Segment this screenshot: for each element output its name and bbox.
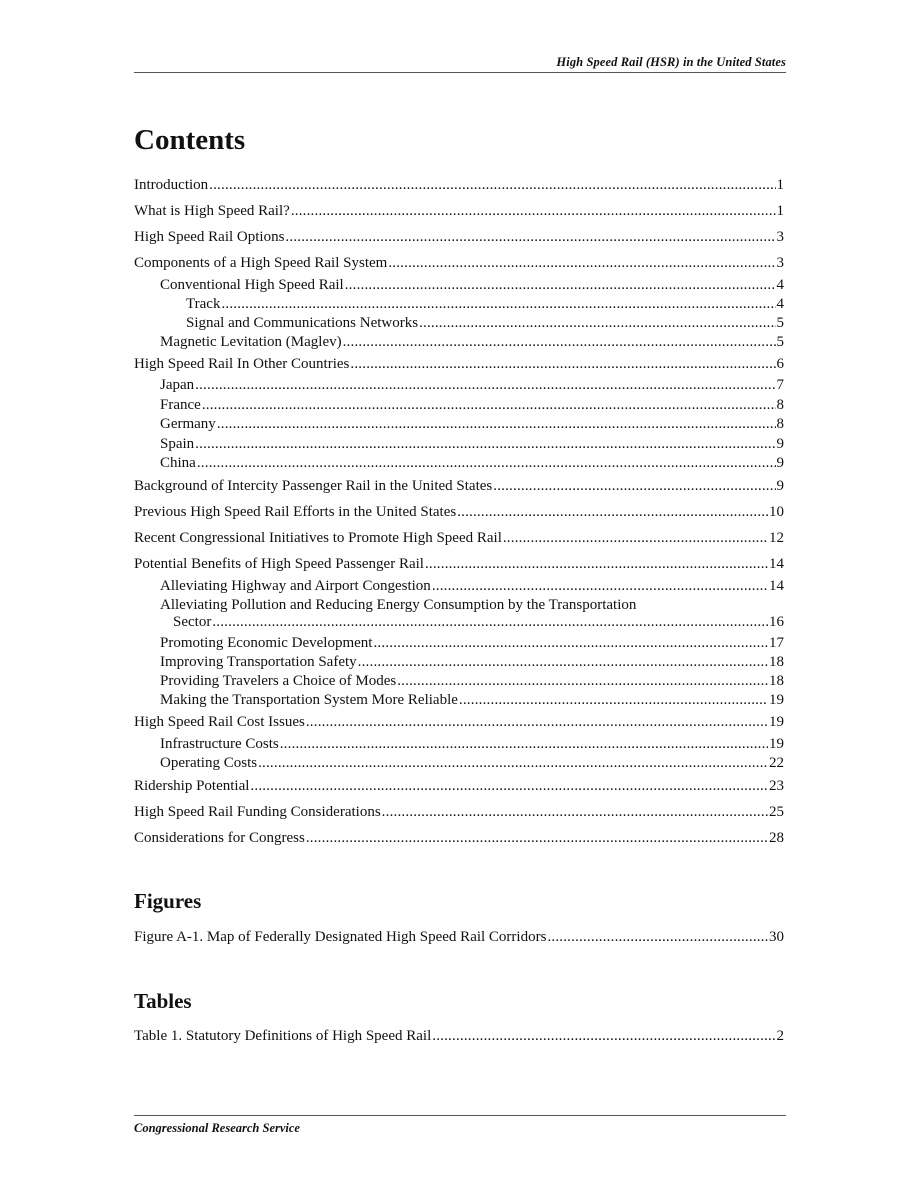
footer-rule [134, 1115, 786, 1116]
toc-entry[interactable]: Background of Intercity Passenger Rail in the United States ..... 9 [134, 478, 784, 504]
toc-entry[interactable]: Providing Travelers a Choice of Modes ..... 18 [134, 673, 784, 692]
toc-entry[interactable]: Recent Congressional Initiatives to Promote High Speed Rail ..... 12 [134, 530, 784, 556]
toc-entry[interactable]: Making the Transportation System More Reliable ..... 19 [134, 692, 784, 714]
toc-entry[interactable]: High Speed Rail Options ..... 3 [134, 229, 784, 255]
toc-entry[interactable]: Improving Transportation Safety ..... 18 [134, 654, 784, 673]
figures-title: Figures [134, 889, 202, 913]
header-rule [134, 72, 786, 73]
toc-entry[interactable]: Previous High Speed Rail Efforts in the United States ..... 10 [134, 504, 784, 530]
tables-list [134, 1028, 784, 1045]
contents-title: Contents [134, 124, 246, 156]
toc-entry[interactable]: Considerations for Congress ..... 28 [134, 830, 784, 856]
toc-entry[interactable]: Infrastructure Costs ..... 19 [134, 736, 784, 755]
toc-entry[interactable]: Spain ..... 9 [134, 436, 784, 456]
toc-entry[interactable]: Promoting Economic Development ..... 17 [134, 635, 784, 654]
toc-entry[interactable]: Conventional High Speed Rail ..... 4 [134, 277, 784, 296]
toc-entry[interactable]: Operating Costs ..... 22 [134, 755, 784, 778]
toc-entry[interactable]: Japan ..... 7 [134, 377, 784, 397]
running-header: High Speed Rail (HSR) in the United States [556, 55, 786, 69]
toc-entry[interactable]: China ..... 9 [134, 455, 784, 478]
toc-entry[interactable]: Components of a High Speed Rail System ..... 3 [134, 255, 784, 277]
toc-entry[interactable]: Magnetic Levitation (Maglev) ..... 5 [134, 334, 784, 356]
figures-list [134, 929, 784, 946]
toc-entry[interactable]: Alleviating Highway and Airport Congestion ..... 14 [134, 578, 784, 597]
toc-entry[interactable]: France ..... 8 [134, 397, 784, 417]
footer-text: Congressional Research Service [134, 1121, 300, 1135]
toc-entry[interactable]: Signal and Communications Networks ..... 5 [134, 315, 784, 334]
toc-entry[interactable]: High Speed Rail Funding Considerations ..... 25 [134, 804, 784, 830]
figure-entry[interactable]: Figure A-1. Map of Federally Designated High Speed Rail Corridors ..... 30 [134, 929, 784, 946]
table-entry[interactable]: Table 1. Statutory Definitions of High Speed Rail ..... 2 [134, 1028, 784, 1045]
toc-entry[interactable]: Germany ..... 8 [134, 416, 784, 436]
toc-entry[interactable]: Track ..... 4 [134, 296, 784, 315]
toc-entry[interactable]: Introduction ..... 1 [134, 177, 784, 203]
tables-title: Tables [134, 989, 192, 1013]
toc-list-main [134, 177, 784, 856]
toc-entry[interactable]: High Speed Rail In Other Countries ..... 6 [134, 356, 784, 377]
toc-entry[interactable]: High Speed Rail Cost Issues ..... 19 [134, 714, 784, 736]
toc-entry[interactable]: Ridership Potential ..... 23 [134, 778, 784, 804]
toc-entry[interactable]: Alleviating Pollution and Reducing Energy Consumption by the Transportation Sector ..... 16 [134, 597, 784, 635]
toc-entry[interactable]: Potential Benefits of High Speed Passenger Rail ..... 14 [134, 556, 784, 578]
toc-entry[interactable]: What is High Speed Rail? ..... 1 [134, 203, 784, 229]
